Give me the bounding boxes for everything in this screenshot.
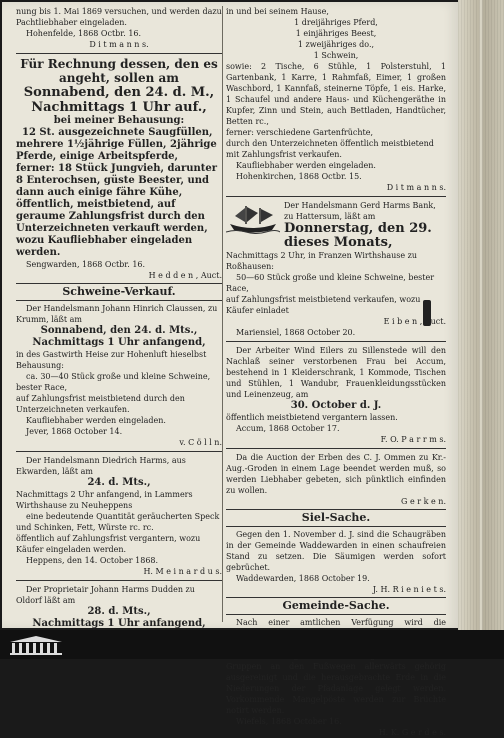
text-line: Der Proprietair Johann Harms Dudden zu Oldorf läßt am bbox=[16, 585, 195, 605]
text-line: Der Handelsmann Gerd Harms Bank, zu Hattersum, läßt am bbox=[284, 201, 436, 221]
date-line: Accum, 1868 October 17. bbox=[236, 424, 340, 433]
text-line: Nachmittags 2 Uhr anfangend, in Lammers Wirthshause zu Neuheppens bbox=[16, 490, 193, 510]
date-line: Waddewarden, 1868 October 19. bbox=[236, 574, 370, 583]
date-line: Mariensiel, 1868 October 20. bbox=[236, 328, 356, 337]
signature: J. H. R i e n i e t s. bbox=[372, 585, 446, 594]
date-line: Heppens, den 14. October 1868. bbox=[26, 556, 159, 565]
text-line: ferner: verschiedene Gartenfrüchte, bbox=[226, 128, 374, 137]
ad-time: Nachmittags 1 Uhr anfangend, bbox=[32, 337, 206, 348]
ad-date: 24. d. Mts., bbox=[87, 477, 151, 488]
footer-bar bbox=[0, 630, 504, 659]
signature: v. C ö l l n. bbox=[179, 438, 222, 447]
signature: G e r k e n. bbox=[401, 497, 446, 506]
ad-item: 1 einjähriges Beest, bbox=[295, 29, 377, 38]
signature: E i b e n , Auct. bbox=[383, 317, 446, 326]
ad-date: 30. October d. J. bbox=[290, 400, 382, 411]
left-column bbox=[16, 6, 222, 630]
rule bbox=[226, 448, 446, 449]
signature: H. M e i n a r d u s. bbox=[143, 567, 222, 576]
ad-time: Nachmittags 1 Uhr auf., bbox=[31, 100, 207, 115]
text-line: in des Gastwirth Heise zur Hohenluft hieselbst Behausung: bbox=[16, 350, 207, 370]
ad-time: Nachmittags 1 Uhr anfangend, bbox=[32, 618, 206, 629]
ad-body: öffentlich, meistbietend, auf geraume Zahlungsfrist durch den Unterzeichneten verkauft werden, wozu Kaufliebhaber eingeladen werden. bbox=[16, 199, 208, 258]
text-line: öffentlich auf Zahlungsfrist vergantern, wozu Käufer eingeladen werden. bbox=[16, 534, 201, 554]
text-line: auf Zahlungsfrist meistbietend durch den Unterzeichneten verkaufen. bbox=[16, 394, 185, 414]
signature: H. K. G e r d e s. bbox=[378, 728, 446, 737]
text-line: auf Zahlungsfrist meistbietend verkaufen, wozu Käufer einladet bbox=[226, 295, 421, 315]
ad-item: ca. 30—40 Stück große und kleine Schweine, bester Race, bbox=[16, 372, 211, 392]
text-line: nung bis 1. Mai 1869 versuchen, und werden dazu bbox=[16, 7, 222, 16]
ad-item: ferner: 18 Stück Jungvieh, darunter 8 Enterochsen, güste Beester, und dann auch einige fähre Kühe, bbox=[16, 163, 218, 198]
ad-date: 28. d. Mts., bbox=[87, 606, 151, 617]
ad-place: bei meiner Behausung: bbox=[53, 115, 185, 126]
ad-date: Donnerstag, den 29. dieses Monats, bbox=[284, 221, 432, 250]
signature: D i t m a n n s. bbox=[386, 183, 446, 192]
text-line: Kaufliebhaber werden eingeladen. bbox=[236, 161, 376, 170]
text-line: Der Arbeiter Wind Eilers zu Sillenstede will den Nachlaß seiner verstorbenen Frau bei Accum, bestehend in 1 Kleiderschrank, 1 Kommode, Tischen und Stühlen, 1 Wandubr, Frauenkleidungsstücken und Leinenzeug, am bbox=[226, 346, 446, 399]
ad-date: Sonnabend, den 24. d. Mts., bbox=[40, 325, 198, 336]
text-line: Da die Auction der Erben des C. J. Ommen zu Kr.-Aug.-Groden in einem Lage beendet werden muß, so werden Liebhaber gebeten, sich pünktlich einfinden zu wollen. bbox=[226, 453, 446, 495]
book-page-edges bbox=[458, 0, 504, 630]
library-logo-icon bbox=[6, 634, 66, 656]
text-line: Der Handelsmann Diedrich Harms, aus Ekwarden, läßt am bbox=[16, 456, 186, 476]
ad-item: 12 St. ausgezeichnete Saugfüllen, bbox=[22, 127, 213, 138]
text-line: sowie: 2 Tische, 6 Stühle, 1 Polsterstuhl, 1 Gartenbank, 1 Karre, 1 Rahmfaß, Eimer, 1 großen Waschbord, 1 Kannfaß, steinerne Töpfe, 1 eis. Harke, 1 Schaufel und andere Haus- und Küchengeräthe in Kupfer, Zinn und Stein, auch Bettladen, Handtücher, Betten rc., bbox=[226, 62, 446, 126]
column-divider bbox=[222, 6, 223, 622]
text-line: Nachmittags 2 Uhr, in Franzen Wirthshause zu Roßhausen: bbox=[226, 251, 418, 271]
right-column bbox=[226, 6, 446, 738]
date-line: Wiefels, 1868 October 16. bbox=[236, 717, 342, 726]
text-line: Kaufliebhaber werden eingeladen. bbox=[26, 416, 166, 425]
ad-item: 1 dreijähriges Pferd, bbox=[294, 18, 378, 27]
date-line: Jever, 1868 October 14. bbox=[26, 427, 123, 436]
section-heading: Siel-Sache. bbox=[226, 509, 446, 527]
ad-item: 1 Schwein, bbox=[313, 51, 359, 60]
ad-date: Sonnabend, den 24. d. M., bbox=[23, 85, 215, 100]
rule bbox=[226, 196, 446, 197]
section-heading: Schweine-Verkauf. bbox=[16, 283, 222, 301]
ad-item: mehrere 1½jährige Füllen, 2jährige Pferde, einige Arbeitspferde, bbox=[16, 139, 217, 162]
text-line: Pachtliebhaber eingeladen. bbox=[16, 18, 127, 27]
ad-item: eine bedeutende Quantität geräucherten Speck und Schinken, Fett, Würste rc. rc. bbox=[16, 512, 220, 532]
text-line: Gegen den 1. November d. J. sind die Schaugräben in der Gemeinde Waddewarden in einen schaufreien Stand zu setzen. Die Säumigen werden sofort gebrüchet. bbox=[226, 530, 446, 572]
rule bbox=[16, 451, 222, 452]
ad-item: 1 zweijähriges do., bbox=[297, 40, 375, 49]
signature: F. O. P a r r m s. bbox=[380, 435, 446, 444]
text-line: in und bei seinem Hause, bbox=[226, 7, 329, 16]
section-heading: Gemeinde-Sache. bbox=[226, 597, 446, 615]
rule bbox=[16, 580, 222, 581]
ad-item: 50—60 Stück große und kleine Schweine, bester Race, bbox=[226, 273, 435, 293]
text-line: durch den Unterzeichneten öffentlich meistbietend mit Zahlungsfrist verkaufen. bbox=[226, 139, 434, 159]
rule bbox=[226, 341, 446, 342]
date-line: Sengwarden, 1868 Octbr. 16. bbox=[26, 260, 146, 269]
date-line: Hohenkirchen, 1868 Octbr. 15. bbox=[236, 172, 362, 181]
text-line: öffentlich meistbietend vergantern lassen. bbox=[226, 413, 398, 422]
text-line: Der Handelsmann Johann Hinrich Claussen, zu Krumm, läßt am bbox=[16, 304, 218, 324]
date-line: Hohenfelde, 1868 Octbr. 16. bbox=[26, 29, 142, 38]
text-line: Nach einer amtlichen Verfügung wird die Gruppen an den Fußwegen allerwärts gehörig ausgereinigt und die herausgebrachte Erde in die Niederungen der Pfadanlage gelegt werden. Vorkommende Mangelpöste werden zur Brüchte notirt werden. bbox=[226, 618, 446, 715]
rule bbox=[16, 53, 222, 54]
ship-icon bbox=[226, 202, 280, 236]
signature: H e d d e n , Auct. bbox=[148, 271, 222, 280]
signature: D i t m a n n s. bbox=[89, 40, 149, 49]
ad-heading: Für Rechnung dessen, den es angeht, sollen am bbox=[20, 57, 218, 85]
